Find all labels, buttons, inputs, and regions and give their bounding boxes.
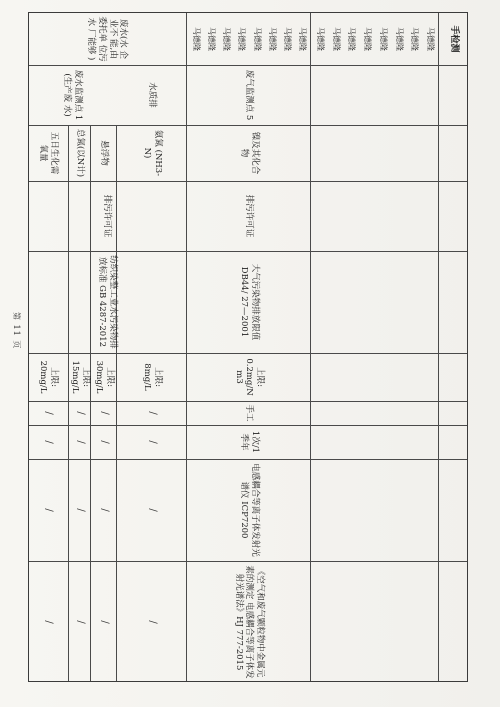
water-point: 废水监测点 1 (生产废 水) — [62, 69, 83, 121]
empty-slash: / — [43, 411, 55, 415]
rotated-table-frame — [12, 12, 468, 682]
empty-slash: / — [75, 620, 87, 624]
list-item: 马德隆 — [252, 27, 262, 51]
gas-instrument: 电感耦合等离子体发射光谱仪 ICP7200 — [239, 463, 260, 557]
empty-slash: / — [75, 411, 87, 415]
water-limit-0: 上限: 8mg/L — [142, 363, 163, 391]
empty-slash: / — [75, 508, 87, 512]
empty-slash: / — [147, 411, 159, 415]
water-indicator-3: 五日生化需氧量 — [38, 131, 59, 175]
list-item: 马德隆 — [191, 27, 201, 51]
empty-slash: / — [43, 620, 55, 624]
monitoring-table — [28, 12, 468, 682]
gas-frequency: 1次/1季年 — [239, 430, 260, 454]
list-item: 马德隆 — [237, 27, 247, 51]
empty-slash: / — [75, 440, 87, 444]
gas-limit: 上限: 0.2mg/N m3 — [233, 358, 265, 396]
empty-slash: / — [43, 440, 55, 444]
list-item: 马德隆 — [331, 27, 341, 51]
water-limit-1: 上限: 30mg/L — [94, 360, 115, 394]
gas-point: 废气监测点 5 — [244, 69, 255, 121]
list-item: 马德隆 — [378, 27, 388, 51]
gas-standard-method: 《空气和废气颗粒物中金属元素的测定 电感耦合等离子体发射光谱法》HJ 777-2015 — [233, 565, 265, 679]
empty-slash: / — [99, 411, 111, 415]
empty-slash: / — [147, 440, 159, 444]
list-item: 马德隆 — [222, 27, 232, 51]
empty-slash: / — [99, 508, 111, 512]
empty-slash: / — [147, 620, 159, 624]
list-item: 马德隆 — [267, 27, 277, 51]
list-item: 马德隆 — [410, 27, 420, 51]
list-item: 马德隆 — [394, 27, 404, 51]
header-fragment: 手检测 — [448, 25, 459, 53]
empty-slash: / — [99, 620, 111, 624]
empty-slash: / — [99, 440, 111, 444]
water-category: 废水(水 企业不 能,由 委托单 位污水 厂能够 ) — [86, 16, 129, 62]
water-permit-basis: 排污许可证 — [102, 194, 113, 238]
list-item: 马德隆 — [206, 27, 216, 51]
water-limit-2: 上限: 15mg/L — [70, 360, 91, 394]
list-item: 马德隆 — [298, 27, 308, 51]
gas-permit-basis: 排污许可证 — [244, 194, 255, 238]
water-limit-3: 上限: 20mg/L — [38, 360, 59, 394]
water-indicator-2: 总氮(以N计) — [75, 128, 86, 178]
water-type: 水质排 — [147, 82, 158, 108]
machine-list-bottom — [187, 13, 311, 65]
empty-slash: / — [43, 508, 55, 512]
water-standard: 纺织染整工业水污染物排放标准 GB 4287-2012 — [97, 255, 118, 349]
gas-standard: 大气污染物排放限值 DB44/ 27—2001 — [239, 263, 260, 341]
page-number: 第 11 页 — [12, 312, 21, 350]
water-indicator-0: 氨氮 (NH3-N) — [142, 129, 163, 177]
list-item: 马德隆 — [363, 27, 373, 51]
empty-slash: / — [147, 508, 159, 512]
list-item: 马德隆 — [315, 27, 325, 51]
list-item: 马德隆 — [347, 27, 357, 51]
list-item: 马德隆 — [283, 27, 293, 51]
gas-method: 手工 — [244, 404, 255, 422]
list-item: 马德隆 — [426, 27, 436, 51]
gas-indicator: 镍及其化合物 — [239, 131, 260, 175]
machine-list-top — [311, 13, 439, 65]
water-indicator-1: 悬浮物 — [99, 140, 110, 166]
